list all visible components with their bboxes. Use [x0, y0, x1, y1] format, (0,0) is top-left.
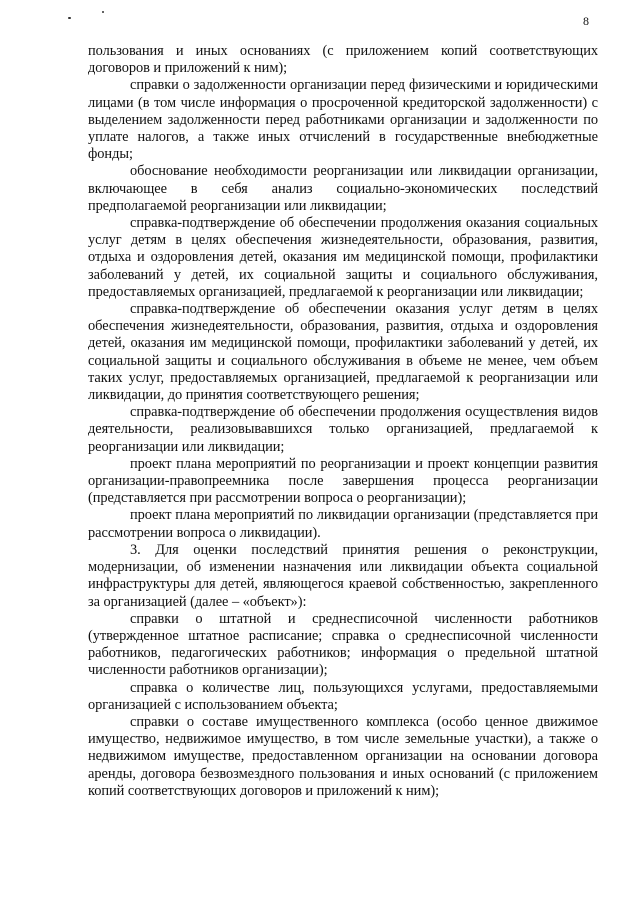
paragraph: проект плана мероприятий по реорганизации и проект концепции развития организации-правопреемника после завершения процесса реорганизации (представляется при рассмотрении вопроса о реорганизации); [88, 455, 598, 507]
scan-speck [102, 11, 104, 13]
paragraph: обоснование необходимости реорганизации или ликвидации организации, включающее в себя анализ социально-экономических последствий предполагаемой реорганизации или ликвидации; [88, 163, 598, 214]
paragraph: справка-подтверждение об обеспечении продолжения осуществления видов деятельности, реализовывавшихся только организацией, предлагаемой к реорганизации или ликвидации; [88, 404, 598, 455]
page-number: 8 [583, 14, 589, 28]
paragraph: справка-подтверждение об обеспечении оказания услуг детям в целях обеспечения жизнедеятельности, образования, развития, отдыха и оздоровления детей, оказания им медицинской помощи, профилактики заболеваний у детей, их социальной защиты и социального обслуживания в объеме не менее, чем объем таких услуг, предоставляемых организацией, предлагаемой к реорганизации или ликвидации, до принятия соответствующего решения; [88, 301, 598, 404]
paragraph: справки о задолженности организации перед физическими и юридическими лицами (в том числе информация о просроченной кредиторской задолженности) с выделением задолженности перед работниками организации и задолженности по уплате налогов, а также иных отчислений в государственные внебюджетные фонды; [88, 77, 598, 163]
paragraph: справки о составе имущественного комплекса (особо ценное движимое имущество, недвижимое имущество, в том числе земельные участки), а также о недвижимом имуществе, предоставленном организации на основании договора аренды, договора безвозмездного пользования и иных оснований (с приложением копий соответствующих договоров и приложений к ним); [88, 713, 598, 799]
scan-speck [68, 17, 71, 19]
paragraph: 3. Для оценки последствий принятия решения о реконструкции, модернизации, об изменении назначения или ликвидации объекта социальной инфраструктуры для детей, являющегося краевой собственностью, закрепленного за организацией (далее – «объект»): [88, 541, 598, 610]
document-body [88, 43, 598, 800]
paragraph: справка о количестве лиц, пользующихся услугами, предоставляемыми организацией с использованием объекта; [88, 679, 598, 713]
paragraph: справки о штатной и среднесписочной численности работников (утвержденное штатное расписание; справка о среднесписочной численности работников, педагогических работников; информация о предельной штатной численности работников организации); [88, 610, 598, 679]
paragraph: пользования и иных основаниях (с приложением копий соответствующих договоров и приложений к ним); [88, 43, 598, 77]
paragraph: справка-подтверждение об обеспечении продолжения оказания социальных услуг детям в целях обеспечения жизнедеятельности, образования, развития, отдыха и оздоровления детей, оказания им медицинской помощи, профилактики заболеваний у детей, их социальной защиты и социального обслуживания, предоставляемых организацией, предлагаемой к реорганизации или ликвидации; [88, 215, 598, 300]
paragraph: проект плана мероприятий по ликвидации организации (представляется при рассмотрении вопроса о ликвидации). [88, 507, 598, 541]
